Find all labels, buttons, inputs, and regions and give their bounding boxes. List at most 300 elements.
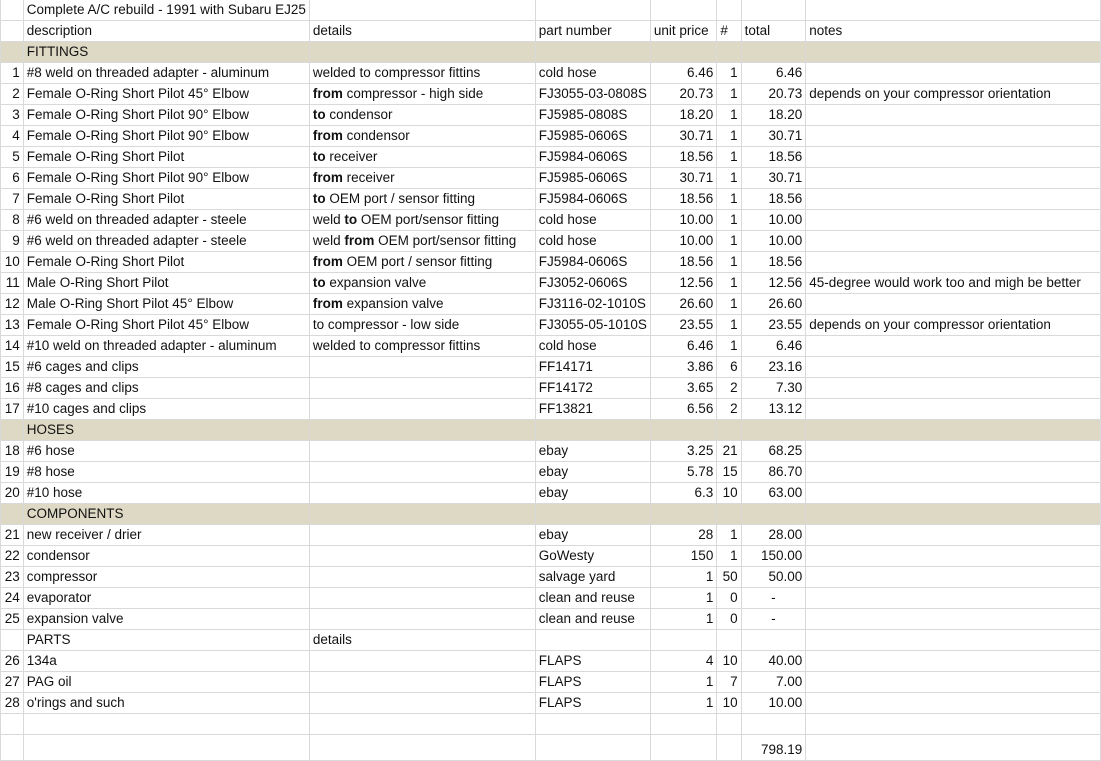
empty-cell[interactable] (741, 420, 806, 441)
empty-cell[interactable] (717, 714, 741, 735)
notes-cell[interactable] (806, 294, 1101, 315)
item-row (1, 126, 1101, 147)
empty-cell[interactable] (717, 630, 741, 651)
total-cell[interactable]: 6.46 (741, 336, 806, 357)
description-cell[interactable]: #6 weld on threaded adapter - steele (23, 231, 309, 252)
unit-price-cell[interactable]: 3.25 (650, 441, 716, 462)
quantity-cell[interactable]: 0 (717, 588, 741, 609)
total-cell[interactable]: 50.00 (741, 567, 806, 588)
item-row (1, 189, 1101, 210)
row-number-cell[interactable]: 14 (1, 336, 24, 357)
empty-cell[interactable] (650, 42, 716, 63)
row-number-cell[interactable]: 10 (1, 252, 24, 273)
notes-cell[interactable] (806, 567, 1101, 588)
total-cell[interactable]: 18.56 (741, 252, 806, 273)
empty-cell[interactable] (309, 714, 535, 735)
details-cell[interactable] (309, 693, 535, 714)
total-cell[interactable]: 7.00 (741, 672, 806, 693)
part-number-cell[interactable]: FJ5985-0808S (535, 105, 650, 126)
row-number-cell[interactable]: 13 (1, 315, 24, 336)
unit-price-cell[interactable]: 18.56 (650, 252, 716, 273)
description-cell[interactable]: #8 cages and clips (23, 378, 309, 399)
notes-cell[interactable] (806, 693, 1101, 714)
description-cell[interactable]: #8 hose (23, 462, 309, 483)
item-row (1, 378, 1101, 399)
item-row (1, 672, 1101, 693)
notes-cell[interactable] (806, 189, 1101, 210)
description-cell[interactable]: Male O-Ring Short Pilot 45° Elbow (23, 294, 309, 315)
total-cell[interactable]: 12.56 (741, 273, 806, 294)
unit-price-cell[interactable]: 18.56 (650, 189, 716, 210)
quantity-cell[interactable]: 0 (717, 609, 741, 630)
row-number-cell[interactable]: 3 (1, 105, 24, 126)
notes-cell[interactable] (806, 672, 1101, 693)
item-row (1, 84, 1101, 105)
empty-cell[interactable] (650, 714, 716, 735)
row-number-cell[interactable]: 24 (1, 588, 24, 609)
empty-cell[interactable] (717, 42, 741, 63)
total-cell[interactable]: 30.71 (741, 126, 806, 147)
notes-cell[interactable] (806, 462, 1101, 483)
row-number-cell[interactable]: 12 (1, 294, 24, 315)
part-number-cell[interactable]: FLAPS (535, 651, 650, 672)
part-number-cell[interactable]: FJ5985-0606S (535, 126, 650, 147)
unit-price-cell[interactable]: 5.78 (650, 462, 716, 483)
quantity-cell[interactable]: 1 (717, 546, 741, 567)
section-row (1, 42, 1101, 63)
total-cell[interactable]: 10.00 (741, 210, 806, 231)
notes-cell[interactable] (806, 231, 1101, 252)
details-cell[interactable]: to compressor - low side (309, 315, 535, 336)
unit-price-cell[interactable]: 18.56 (650, 147, 716, 168)
part-number-cell[interactable]: FJ3055-03-0808S (535, 84, 650, 105)
empty-cell[interactable] (741, 42, 806, 63)
notes-cell[interactable] (806, 441, 1101, 462)
unit-price-cell[interactable]: 3.65 (650, 378, 716, 399)
total-cell[interactable]: 23.55 (741, 315, 806, 336)
row-number-cell[interactable]: 2 (1, 84, 24, 105)
quantity-cell[interactable]: 7 (717, 672, 741, 693)
total-cell[interactable]: - (741, 588, 806, 609)
description-cell[interactable]: expansion valve (23, 609, 309, 630)
row-number-cell[interactable] (1, 630, 24, 651)
header-notes[interactable]: notes (806, 21, 1101, 42)
total-cell[interactable]: 18.56 (741, 147, 806, 168)
row-number-cell[interactable]: 27 (1, 672, 24, 693)
empty-cell[interactable] (806, 42, 1101, 63)
item-row (1, 336, 1101, 357)
part-number-cell[interactable]: FLAPS (535, 672, 650, 693)
notes-cell[interactable] (806, 126, 1101, 147)
item-row (1, 315, 1101, 336)
empty-cell[interactable] (535, 735, 650, 761)
part-number-cell[interactable]: cold hose (535, 63, 650, 84)
row-number-cell[interactable]: 26 (1, 651, 24, 672)
notes-cell[interactable] (806, 63, 1101, 84)
quantity-cell[interactable]: 1 (717, 315, 741, 336)
details-cell[interactable] (309, 420, 535, 441)
part-number-cell[interactable]: FJ5984-0606S (535, 252, 650, 273)
unit-price-cell[interactable]: 26.60 (650, 294, 716, 315)
section-label[interactable]: COMPONENTS (23, 504, 309, 525)
item-row (1, 588, 1101, 609)
part-number-cell[interactable]: clean and reuse (535, 609, 650, 630)
notes-cell[interactable] (806, 357, 1101, 378)
notes-cell[interactable] (806, 336, 1101, 357)
empty-cell[interactable] (717, 735, 741, 761)
description-cell[interactable]: Female O-Ring Short Pilot 45° Elbow (23, 315, 309, 336)
header-quantity[interactable]: # (717, 21, 741, 42)
description-cell[interactable]: Female O-Ring Short Pilot (23, 252, 309, 273)
notes-cell[interactable] (806, 252, 1101, 273)
row-number-cell[interactable]: 20 (1, 483, 24, 504)
details-cell[interactable] (309, 672, 535, 693)
empty-cell[interactable] (806, 714, 1101, 735)
details-cell[interactable]: to receiver (309, 147, 535, 168)
row-number-cell[interactable]: 17 (1, 399, 24, 420)
empty-cell[interactable] (650, 504, 716, 525)
quantity-cell[interactable]: 2 (717, 399, 741, 420)
description-cell[interactable]: Female O-Ring Short Pilot 45° Elbow (23, 84, 309, 105)
section-label[interactable]: HOSES (23, 420, 309, 441)
item-row (1, 168, 1101, 189)
empty-cell[interactable] (650, 420, 716, 441)
description-cell[interactable]: Female O-Ring Short Pilot 90° Elbow (23, 126, 309, 147)
grand-total-cell[interactable]: 798.19 (741, 735, 806, 761)
description-cell[interactable]: evaporator (23, 588, 309, 609)
quantity-cell[interactable]: 10 (717, 483, 741, 504)
details-cell[interactable]: from compressor - high side (309, 84, 535, 105)
header-part-number[interactable]: part number (535, 21, 650, 42)
row-number-cell[interactable]: 23 (1, 567, 24, 588)
empty-cell[interactable] (806, 504, 1101, 525)
details-cell[interactable] (309, 609, 535, 630)
unit-price-cell[interactable]: 3.86 (650, 357, 716, 378)
part-number-cell[interactable]: FJ5984-0606S (535, 189, 650, 210)
description-cell[interactable]: Female O-Ring Short Pilot (23, 189, 309, 210)
unit-price-cell[interactable]: 6.3 (650, 483, 716, 504)
empty-cell[interactable] (650, 630, 716, 651)
total-cell[interactable]: 10.00 (741, 231, 806, 252)
total-cell[interactable]: 13.12 (741, 399, 806, 420)
quantity-cell[interactable]: 1 (717, 168, 741, 189)
empty-cell[interactable] (806, 735, 1101, 761)
empty-cell[interactable] (741, 504, 806, 525)
row-number-cell[interactable] (1, 42, 24, 63)
part-number-cell[interactable]: GoWesty (535, 546, 650, 567)
sheet-title[interactable]: Complete A/C rebuild - 1991 with Subaru EJ25 (23, 0, 309, 21)
section-label[interactable]: PARTS (23, 630, 309, 651)
notes-cell[interactable] (806, 147, 1101, 168)
notes-cell[interactable] (806, 651, 1101, 672)
empty-cell[interactable] (535, 630, 650, 651)
quantity-cell[interactable]: 1 (717, 189, 741, 210)
row-number-cell[interactable]: 1 (1, 63, 24, 84)
quantity-cell[interactable]: 1 (717, 252, 741, 273)
quantity-cell[interactable]: 10 (717, 693, 741, 714)
empty-cell[interactable] (717, 504, 741, 525)
row-number-cell[interactable] (1, 420, 24, 441)
unit-price-cell[interactable]: 20.73 (650, 84, 716, 105)
empty-cell[interactable] (741, 714, 806, 735)
row-number-cell[interactable]: 11 (1, 273, 24, 294)
item-row (1, 651, 1101, 672)
unit-price-cell[interactable]: 23.55 (650, 315, 716, 336)
details-cell[interactable]: from expansion valve (309, 294, 535, 315)
notes-cell[interactable] (806, 588, 1101, 609)
total-cell[interactable]: 30.71 (741, 168, 806, 189)
description-cell[interactable]: 134a (23, 651, 309, 672)
unit-price-cell[interactable]: 1 (650, 609, 716, 630)
section-row (1, 630, 1101, 651)
part-number-cell[interactable]: FF14171 (535, 357, 650, 378)
total-cell[interactable]: 63.00 (741, 483, 806, 504)
empty-cell[interactable] (309, 735, 535, 761)
item-row (1, 63, 1101, 84)
notes-cell[interactable] (806, 609, 1101, 630)
quantity-cell[interactable]: 1 (717, 210, 741, 231)
total-cell[interactable]: 7.30 (741, 378, 806, 399)
part-number-cell[interactable]: FJ3055-05-1010S (535, 315, 650, 336)
details-cell[interactable]: weld to OEM port/sensor fitting (309, 210, 535, 231)
notes-cell[interactable]: 45-degree would work too and migh be better (806, 273, 1101, 294)
details-cell[interactable] (309, 378, 535, 399)
item-row (1, 483, 1101, 504)
unit-price-cell[interactable]: 6.46 (650, 336, 716, 357)
total-cell[interactable]: 6.46 (741, 63, 806, 84)
details-cell[interactable] (309, 588, 535, 609)
part-number-cell[interactable]: cold hose (535, 231, 650, 252)
unit-price-cell[interactable]: 4 (650, 651, 716, 672)
row-number-cell[interactable] (1, 504, 24, 525)
unit-price-cell[interactable]: 1 (650, 567, 716, 588)
section-row (1, 420, 1101, 441)
part-number-cell[interactable]: FJ3052-0606S (535, 273, 650, 294)
part-number-cell[interactable]: FJ5985-0606S (535, 168, 650, 189)
details-cell[interactable] (309, 525, 535, 546)
row-number-cell[interactable]: 6 (1, 168, 24, 189)
part-number-cell[interactable]: FJ5984-0606S (535, 147, 650, 168)
unit-price-cell[interactable]: 10.00 (650, 210, 716, 231)
row-number-cell[interactable]: 18 (1, 441, 24, 462)
details-cell[interactable]: from condensor (309, 126, 535, 147)
total-cell[interactable]: 86.70 (741, 462, 806, 483)
quantity-cell[interactable]: 1 (717, 84, 741, 105)
row-number-cell[interactable]: 15 (1, 357, 24, 378)
description-cell[interactable]: Female O-Ring Short Pilot (23, 147, 309, 168)
details-cell[interactable]: to condensor (309, 105, 535, 126)
description-cell[interactable]: compressor (23, 567, 309, 588)
description-cell[interactable]: Female O-Ring Short Pilot 90° Elbow (23, 105, 309, 126)
quantity-cell[interactable]: 2 (717, 378, 741, 399)
row-number-cell[interactable]: 16 (1, 378, 24, 399)
empty-cell[interactable] (806, 630, 1101, 651)
details-cell[interactable]: to expansion valve (309, 273, 535, 294)
empty-cell[interactable] (717, 420, 741, 441)
unit-price-cell[interactable]: 1 (650, 588, 716, 609)
notes-cell[interactable] (806, 399, 1101, 420)
header-unit-price[interactable]: unit price (650, 21, 716, 42)
empty-cell[interactable] (535, 714, 650, 735)
description-cell[interactable]: Female O-Ring Short Pilot 90° Elbow (23, 168, 309, 189)
row-number-cell[interactable]: 28 (1, 693, 24, 714)
description-cell[interactable]: #6 cages and clips (23, 357, 309, 378)
details-cell[interactable] (309, 357, 535, 378)
unit-price-cell[interactable]: 30.71 (650, 126, 716, 147)
quantity-cell[interactable]: 1 (717, 147, 741, 168)
item-row (1, 567, 1101, 588)
description-cell[interactable]: condensor (23, 546, 309, 567)
header-total[interactable]: total (741, 21, 806, 42)
details-cell[interactable]: details (309, 630, 535, 651)
unit-price-cell[interactable]: 10.00 (650, 231, 716, 252)
description-cell[interactable]: new receiver / drier (23, 525, 309, 546)
item-row (1, 294, 1101, 315)
details-cell[interactable]: from OEM port / sensor fitting (309, 252, 535, 273)
description-cell[interactable]: #10 hose (23, 483, 309, 504)
part-number-cell[interactable]: cold hose (535, 210, 650, 231)
total-cell[interactable]: 18.20 (741, 105, 806, 126)
notes-cell[interactable] (806, 546, 1101, 567)
total-cell[interactable]: 20.73 (741, 84, 806, 105)
part-number-cell[interactable]: ebay (535, 483, 650, 504)
part-number-cell[interactable]: ebay (535, 525, 650, 546)
quantity-cell[interactable]: 1 (717, 63, 741, 84)
notes-cell[interactable]: depends on your compressor orientation (806, 315, 1101, 336)
details-cell[interactable] (309, 567, 535, 588)
notes-cell[interactable] (806, 210, 1101, 231)
header-details[interactable]: details (309, 21, 535, 42)
empty-cell[interactable] (23, 714, 309, 735)
header-description[interactable]: description (23, 21, 309, 42)
details-cell[interactable]: welded to compressor fittins (309, 63, 535, 84)
part-number-cell[interactable]: FF13821 (535, 399, 650, 420)
quantity-cell[interactable]: 50 (717, 567, 741, 588)
part-number-cell[interactable]: ebay (535, 441, 650, 462)
total-cell[interactable]: 18.56 (741, 189, 806, 210)
part-number-cell[interactable]: ebay (535, 462, 650, 483)
row-number-cell[interactable]: 21 (1, 525, 24, 546)
part-number-cell[interactable]: FF14172 (535, 378, 650, 399)
item-row (1, 441, 1101, 462)
details-cell[interactable]: to OEM port / sensor fitting (309, 189, 535, 210)
empty-cell[interactable] (23, 735, 309, 761)
empty-cell[interactable] (535, 420, 650, 441)
total-cell[interactable]: 23.16 (741, 357, 806, 378)
quantity-cell[interactable]: 1 (717, 525, 741, 546)
details-cell[interactable] (309, 546, 535, 567)
part-number-cell[interactable]: FLAPS (535, 693, 650, 714)
details-cell[interactable] (309, 651, 535, 672)
quantity-cell[interactable]: 1 (717, 231, 741, 252)
description-cell[interactable]: #6 weld on threaded adapter - steele (23, 210, 309, 231)
description-cell[interactable]: PAG oil (23, 672, 309, 693)
quantity-cell[interactable]: 1 (717, 294, 741, 315)
quantity-cell[interactable]: 1 (717, 126, 741, 147)
notes-cell[interactable] (806, 525, 1101, 546)
total-cell[interactable]: 26.60 (741, 294, 806, 315)
empty-cell[interactable] (535, 42, 650, 63)
empty-cell[interactable] (535, 504, 650, 525)
part-number-cell[interactable]: salvage yard (535, 567, 650, 588)
quantity-cell[interactable]: 10 (717, 651, 741, 672)
unit-price-cell[interactable]: 12.56 (650, 273, 716, 294)
unit-price-cell[interactable]: 30.71 (650, 168, 716, 189)
details-cell[interactable] (309, 504, 535, 525)
description-cell[interactable]: Male O-Ring Short Pilot (23, 273, 309, 294)
row-number-cell[interactable]: 22 (1, 546, 24, 567)
quantity-cell[interactable]: 1 (717, 336, 741, 357)
description-cell[interactable]: #8 weld on threaded adapter - aluminum (23, 63, 309, 84)
unit-price-cell[interactable]: 28 (650, 525, 716, 546)
row-number-cell[interactable]: 8 (1, 210, 24, 231)
details-cell[interactable] (309, 483, 535, 504)
details-cell[interactable] (309, 42, 535, 63)
quantity-cell[interactable]: 15 (717, 462, 741, 483)
total-cell[interactable]: 40.00 (741, 651, 806, 672)
empty-cell[interactable] (1, 714, 24, 735)
unit-price-cell[interactable]: 1 (650, 672, 716, 693)
section-label[interactable]: FITTINGS (23, 42, 309, 63)
unit-price-cell[interactable]: 150 (650, 546, 716, 567)
total-cell[interactable]: - (741, 609, 806, 630)
empty-cell[interactable] (650, 735, 716, 761)
row-number-cell[interactable]: 25 (1, 609, 24, 630)
quantity-cell[interactable]: 1 (717, 273, 741, 294)
unit-price-cell[interactable]: 6.56 (650, 399, 716, 420)
notes-cell[interactable]: depends on your compressor orientation (806, 84, 1101, 105)
notes-cell[interactable] (806, 105, 1101, 126)
description-cell[interactable]: #10 weld on threaded adapter - aluminum (23, 336, 309, 357)
details-cell[interactable] (309, 399, 535, 420)
row-number-cell[interactable]: 19 (1, 462, 24, 483)
notes-cell[interactable] (806, 378, 1101, 399)
row-number-cell[interactable]: 7 (1, 189, 24, 210)
description-cell[interactable]: #6 hose (23, 441, 309, 462)
item-row (1, 210, 1101, 231)
quantity-cell[interactable]: 6 (717, 357, 741, 378)
total-cell[interactable]: 28.00 (741, 525, 806, 546)
total-cell[interactable]: 10.00 (741, 693, 806, 714)
part-number-cell[interactable]: cold hose (535, 336, 650, 357)
part-number-cell[interactable]: FJ3116-02-1010S (535, 294, 650, 315)
details-cell[interactable]: welded to compressor fittins (309, 336, 535, 357)
row-number-cell[interactable]: 9 (1, 231, 24, 252)
details-cell[interactable]: weld from OEM port/sensor fitting (309, 231, 535, 252)
part-number-cell[interactable]: clean and reuse (535, 588, 650, 609)
quantity-cell[interactable]: 1 (717, 105, 741, 126)
empty-cell[interactable] (1, 735, 24, 761)
unit-price-cell[interactable]: 18.20 (650, 105, 716, 126)
unit-price-cell[interactable]: 6.46 (650, 63, 716, 84)
unit-price-cell[interactable]: 1 (650, 693, 716, 714)
description-cell[interactable]: o'rings and such (23, 693, 309, 714)
row-number-cell[interactable]: 5 (1, 147, 24, 168)
details-cell[interactable] (309, 441, 535, 462)
row-number-cell[interactable]: 4 (1, 126, 24, 147)
notes-cell[interactable] (806, 483, 1101, 504)
details-cell[interactable]: from receiver (309, 168, 535, 189)
quantity-cell[interactable]: 21 (717, 441, 741, 462)
total-cell[interactable]: 68.25 (741, 441, 806, 462)
details-cell[interactable] (309, 462, 535, 483)
description-cell[interactable]: #10 cages and clips (23, 399, 309, 420)
total-cell[interactable]: 150.00 (741, 546, 806, 567)
notes-cell[interactable] (806, 168, 1101, 189)
empty-cell[interactable] (741, 630, 806, 651)
header-row (1, 21, 1101, 42)
empty-cell[interactable] (806, 420, 1101, 441)
